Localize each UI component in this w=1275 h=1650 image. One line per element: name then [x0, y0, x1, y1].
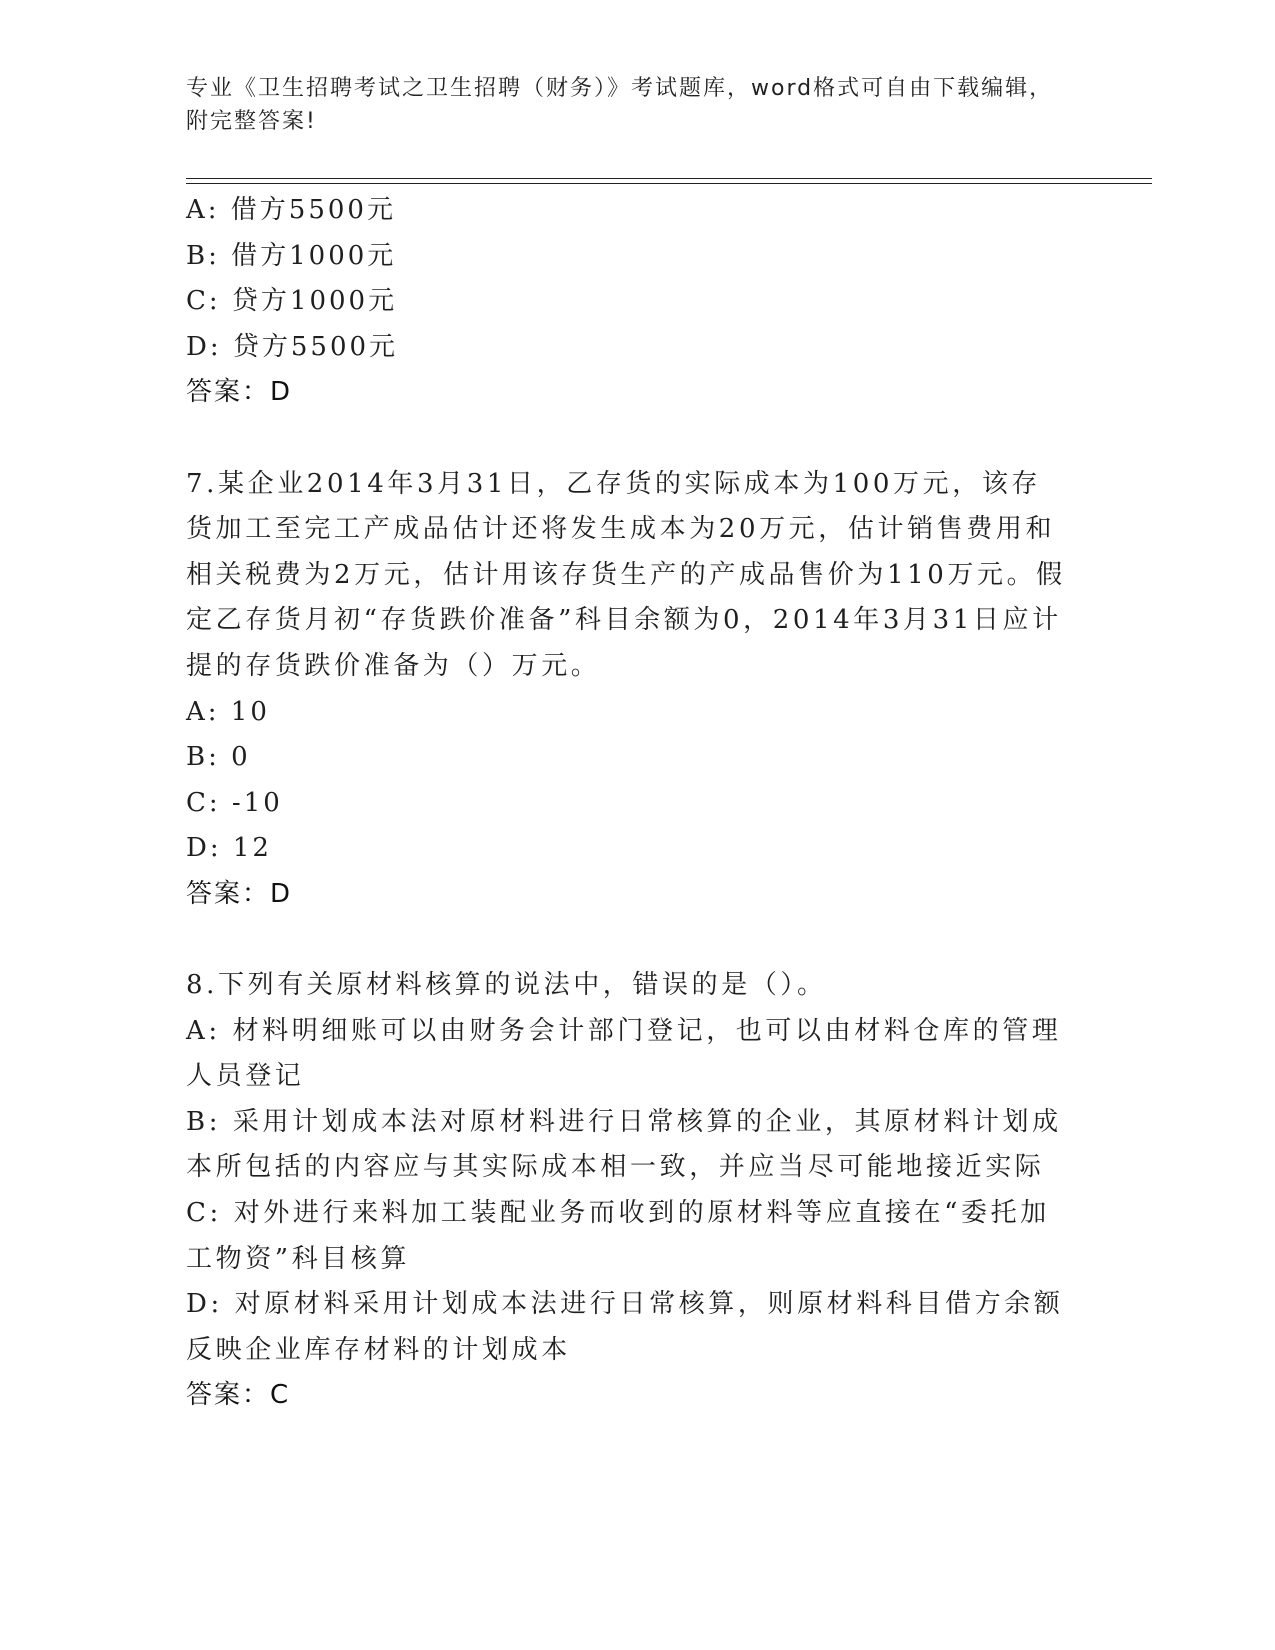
answer-line: 答案：D [186, 878, 293, 909]
spacer [186, 416, 1086, 462]
option-d: D: 12 [186, 833, 272, 864]
answer-line: 答案：C [186, 1380, 291, 1411]
option-b: B: 0 [186, 742, 251, 773]
document-header: 专业《卫生招聘考试之卫生招聘（财务）》考试题库，word格式可自由下载编辑，附完整答案! [186, 76, 1054, 134]
question-stem: 8.下列有关原材料核算的说法中，错误的是（）。 [186, 970, 827, 1001]
question-7 [186, 462, 1086, 918]
option-b: B: 借方1000元 [186, 240, 397, 271]
option-a: A: 材料明细账可以由财务会计部门登记，也可以由材料仓库的管理人员登记 [186, 1015, 1062, 1092]
option-c: C: 对外进行来料加工装配业务而收到的原材料等应直接在“委托加工物资”科目核算 [186, 1198, 1050, 1274]
question-6 [186, 188, 1086, 416]
option-a: A: 10 [186, 696, 270, 727]
question-content [186, 188, 1086, 1419]
option-d: D: 贷方5500元 [186, 331, 399, 362]
option-c: C: -10 [186, 787, 283, 818]
header-divider-top [186, 178, 1152, 179]
spacer [186, 918, 1086, 964]
question-8 [186, 963, 1086, 1419]
option-d: D: 对原材料采用计划成本法进行日常核算，则原材料科目借方余额反映企业库存材料的计划成本 [186, 1289, 1064, 1365]
option-c: C: 贷方1000元 [186, 286, 398, 317]
option-a: A: 借方5500元 [186, 195, 396, 225]
question-stem: 7.某企业2014年3月31日，乙存货的实际成本为100万元，该存货加工至完工产成品估计还将发生成本为20万元，估计销售费用和相关税费为2万元，估计用该存货生产的产成品售价为110万元。假定乙存货月初“存货跌价准备”科目余额为0，2014年3月31日应计提的存货跌价准备为（）万元。 [186, 468, 1066, 681]
answer-line: 答案：D [186, 377, 293, 408]
option-b: B: 采用计划成本法对原材料进行日常核算的企业，其原材料计划成本所包括的内容应与其实际成本相一致，并应当尽可能地接近实际 [186, 1106, 1062, 1183]
header-divider-bottom [186, 183, 1152, 184]
